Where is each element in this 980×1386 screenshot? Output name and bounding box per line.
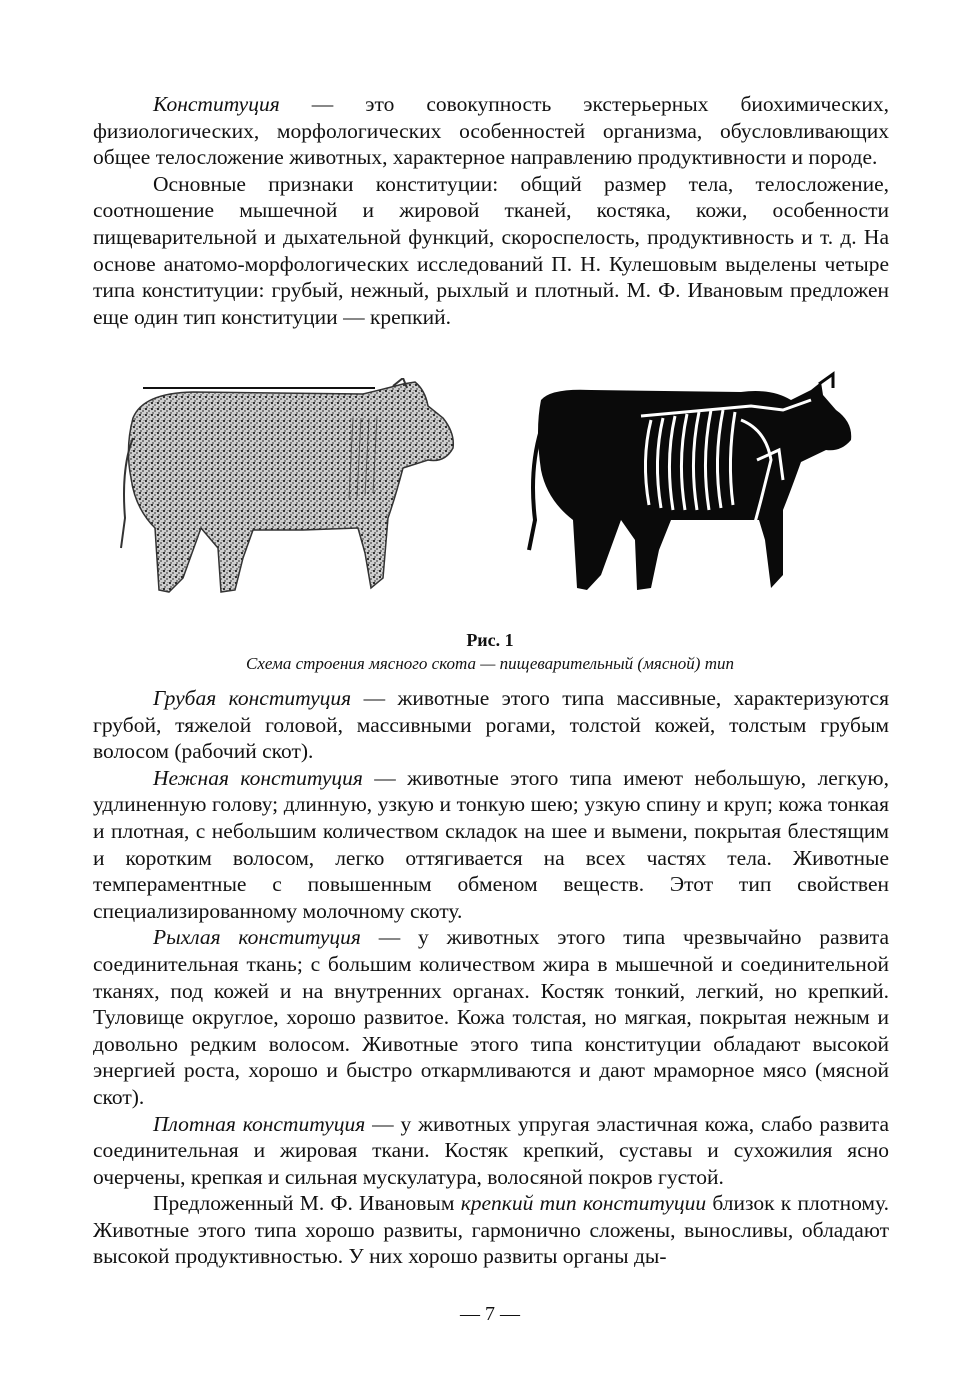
paragraph-text: — это совокупность экстерьерных биохимических, физиологических, морфологических особенностей организма, обусловливающих общее телосложение животных, характерное направлению продуктивности и породе. [93,92,889,170]
term-constitution: Конституция [153,92,280,116]
paragraph-constitution-definition [93,91,889,171]
paragraph-text: Предложенный М. Ф. Ивановым [153,1191,461,1216]
figure-title: Рис. 1 [466,630,514,650]
skeleton-cow-illustration [521,370,881,610]
figure-caption: Схема строения мясного скота — пищеварительный (мясной) тип [245,654,734,673]
text-block-bottom [93,685,889,1270]
term-delicate-constitution: Нежная конституция [153,765,363,790]
paragraph-dense-constitution [93,1111,889,1191]
term-dense-constitution: Плотная конституция [153,1111,366,1136]
speckled-cow-illustration [103,378,475,608]
paragraph-text: — у животных упругая эластичная кожа, слабо развита соединительная и жировая ткани. Костяк крепкий, суставы и сухожилия ясно очерчены, крепкая и сильная мускулатура, волосяной покров густой. [93,1111,889,1189]
term-strong-constitution: крепкий тип конституции [460,1191,707,1216]
page-number: — 7 — [460,1303,520,1325]
paragraph-constitution-signs [93,171,889,331]
paragraph-text: — животные этого типа массивные, характеризуются грубой, тяжелой головой, массивными рогами, толстой кожей, толстым грубым волосом (рабочий скот). [93,686,889,764]
paragraph-text: близок к плотному. Животные этого типа хорошо развиты, гармонично сложены, выносливы, обладают высокой продуктивностью. У них хорошо развиты органы ды- [93,1191,890,1269]
term-coarse-constitution: Грубая конституция [153,686,352,710]
paragraph-delicate-constitution [93,765,889,925]
paragraph-strong-constitution [93,1190,889,1270]
text-block-top [93,91,889,330]
paragraph-text: — у животных этого типа чрезвычайно развита соединительная ткань; с большим количеством жира в мышечной и соединительной тканях, под кожей и на внутренних органах. Костяк тонкий, легкий, но крепкий. Туловище округлое, хорошо развитое. Кожа толстая, но мягкая, покрытая нежным и довольно редким волосом. Животные этого типа конституции обладают высокой энергией роста, хорошо и быстро откармливаются и дают мраморное мясо (мясной скот). [93,925,889,1109]
figure-cattle [93,370,889,620]
paragraph-loose-constitution [93,924,889,1110]
term-loose-constitution: Рыхлая конституция [153,925,361,950]
paragraph-text: Основные признаки конституции: общий размер тела, телосложение, соотношение мышечной и жировой тканей, костяка, кожи, особенности пищеварительной и дыхательной функций, скороспелость, продуктивность и т. д. На основе анатомо-морфологических исследований П. Н. Кулешовым выделены четыре типа конституции: грубый, нежный, рыхлый и плотный. М. Ф. Ивановым предложен еще один тип конституции — крепкий. [93,171,889,329]
paragraph-coarse-constitution [93,685,889,765]
paragraph-text: — животные этого типа имеют небольшую, легкую, удлиненную голову; длинную, узкую и тонкую шею; узкую спину и круп; кожа тонкая и плотная, с небольшим количеством складок на шее и вымени, покрытая блестящим и коротким волосом, легко оттягивается на всех частях тела. Животные темпераментные с повышенным обменом веществ. Этот тип свойствен специализированному молочному скоту. [93,765,889,923]
